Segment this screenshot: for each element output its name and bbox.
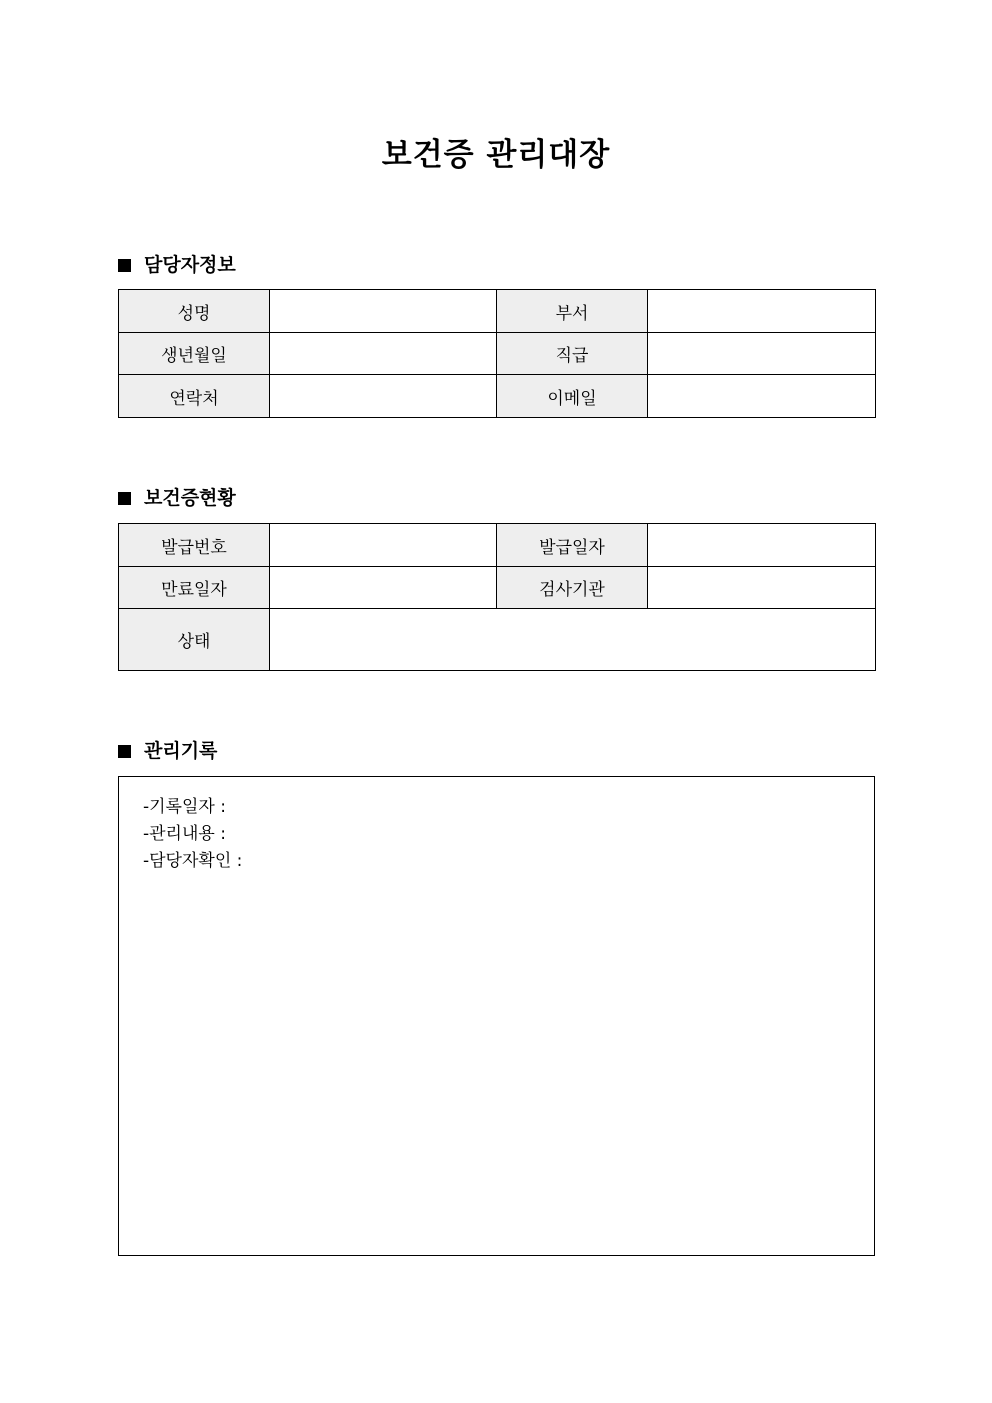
value-inspection-agency[interactable] (648, 567, 876, 609)
section-heading-records (118, 738, 217, 764)
label-position: 직급 (497, 333, 648, 375)
value-issue-number[interactable] (270, 524, 497, 567)
value-email[interactable] (648, 375, 876, 418)
record-confirm-line: -담당자확인 : (143, 851, 248, 871)
label-birthdate: 생년월일 (119, 333, 270, 375)
manager-info-table (118, 289, 876, 418)
label-status: 상태 (119, 609, 270, 671)
record-date-line: -기록일자 : (143, 797, 232, 817)
table-row (119, 375, 876, 418)
label-department: 부서 (497, 290, 648, 333)
value-department[interactable] (648, 290, 876, 333)
value-expiry-date[interactable] (270, 567, 497, 609)
value-contact[interactable] (270, 375, 497, 418)
square-bullet-icon (118, 745, 131, 758)
label-expiry-date: 만료일자 (119, 567, 270, 609)
section-heading-certificate (118, 485, 236, 511)
square-bullet-icon (118, 492, 131, 505)
table-row (119, 567, 876, 609)
value-position[interactable] (648, 333, 876, 375)
label-issue-number: 발급번호 (119, 524, 270, 567)
label-contact: 연락처 (119, 375, 270, 418)
table-row (119, 290, 876, 333)
record-content-line: -관리내용 : (143, 824, 232, 844)
label-issue-date: 발급일자 (497, 524, 648, 567)
section-heading-certificate-text: 보건증현황 (144, 487, 236, 509)
table-row (119, 524, 876, 567)
square-bullet-icon (118, 259, 131, 272)
table-row (119, 609, 876, 671)
section-heading-manager (118, 252, 236, 278)
records-box[interactable] (118, 776, 875, 1256)
label-inspection-agency: 검사기관 (497, 567, 648, 609)
value-status[interactable] (270, 609, 876, 671)
certificate-info-table (118, 523, 876, 671)
label-name: 성명 (119, 290, 270, 333)
value-name[interactable] (270, 290, 497, 333)
table-row (119, 333, 876, 375)
value-issue-date[interactable] (648, 524, 876, 567)
section-heading-records-text: 관리기록 (144, 740, 218, 762)
value-birthdate[interactable] (270, 333, 497, 375)
document-title: 보건증 관리대장 (381, 137, 611, 173)
label-email: 이메일 (497, 375, 648, 418)
section-heading-manager-text: 담당자정보 (144, 254, 236, 276)
